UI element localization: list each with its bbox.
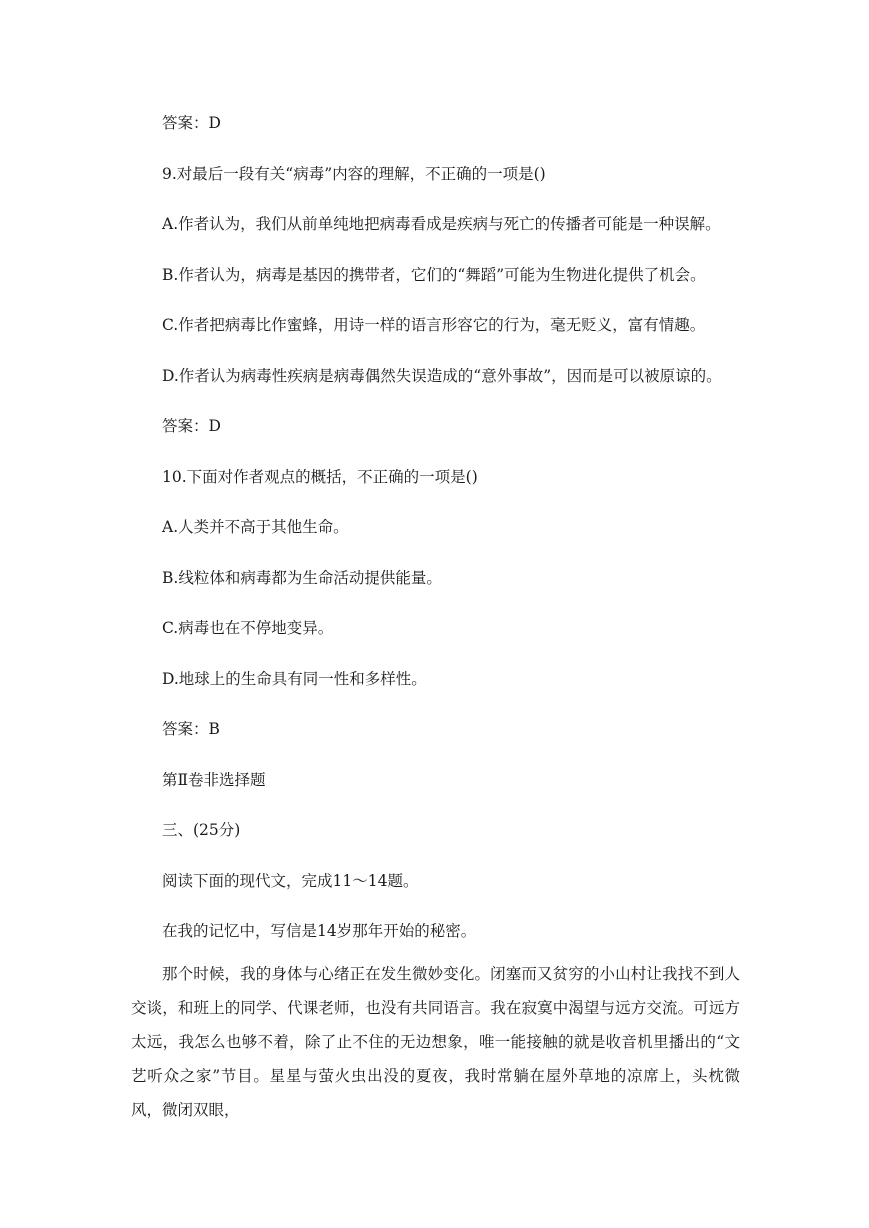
answer-line: 答案：D (162, 417, 221, 435)
question-10-option-d: D.地球上的生命具有同一性和多样性。 (162, 670, 427, 688)
passage-paragraph: 在我的记忆中，写信是14岁那年开始的秘密。 (162, 922, 477, 940)
passage-paragraph: 那个时候，我的身体与心绪正在发生微妙变化。闭塞而又贫穷的小山村让我找不到人交谈，和班上的同学、代课老师，也没有共同语言。我在寂寞中渴望与远方交流。可远方太远，我怎么也够不着，除了止不住的无边想象，唯一能接触的就是收音机里播出的“文艺听众之家”节目。星星与萤火虫出没的夏夜，我时常躺在屋外草地的凉席上，头枕微风，微闭双眼， (131, 965, 740, 1119)
question-9-stem: 9.对最后一段有关“病毒”内容的理解，不正确的一项是() (162, 165, 546, 183)
question-10-stem: 10.下面对作者观点的概括，不正确的一项是() (162, 468, 478, 486)
reading-instruction: 阅读下面的现代文，完成11～14题。 (162, 872, 419, 890)
answer-line: 答案：D (162, 114, 221, 132)
section-heading: 第Ⅱ卷非选择题 (162, 771, 266, 789)
question-9-option-a: A.作者认为，我们从前单纯地把病毒看成是疾病与死亡的传播者可能是一种误解。 (162, 215, 721, 233)
answer-line: 答案：B (162, 720, 220, 738)
question-10-option-b: B.线粒体和病毒都为生命活动提供能量。 (162, 569, 442, 587)
question-10-option-a: A.人类并不高于其他生命。 (162, 518, 349, 536)
question-10-option-c: C.病毒也在不停地变异。 (162, 619, 334, 637)
question-9-option-d: D.作者认为病毒性疾病是病毒偶然失误造成的“意外事故”，因而是可以被原谅的。 (162, 367, 722, 385)
question-9-option-c: C.作者把病毒比作蜜蜂，用诗一样的语言形容它的行为，毫无贬义，富有情趣。 (162, 316, 706, 334)
question-9-option-b: B.作者认为，病毒是基因的携带者，它们的“舞蹈”可能为生物进化提供了机会。 (162, 266, 706, 284)
part-heading: 三、(25分) (162, 821, 241, 839)
